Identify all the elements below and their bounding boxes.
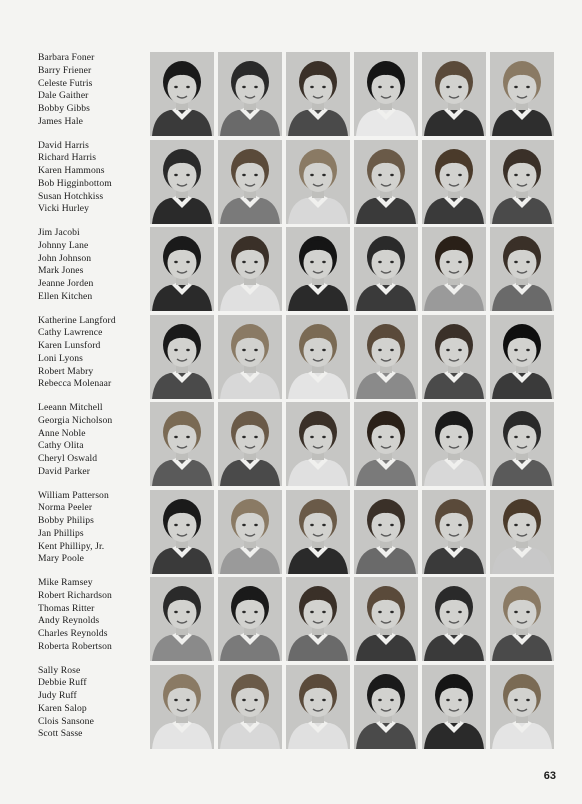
student-name: Jim Jacobi [38, 227, 80, 238]
eye [322, 698, 326, 700]
student-name: Debbie Ruff [38, 677, 87, 689]
student-row [38, 402, 558, 488]
student-name: Mark Jones [38, 265, 84, 277]
page-number: 63 [543, 770, 556, 782]
name-list [38, 665, 148, 742]
portrait-figure [354, 402, 418, 486]
student-portrait [422, 490, 486, 574]
student-portrait [422, 577, 486, 661]
eye [254, 261, 258, 263]
portrait-figure [422, 315, 486, 399]
student-portrait [422, 52, 486, 136]
portrait-figure [286, 402, 350, 486]
portrait-figure [422, 227, 486, 311]
photo-strip [150, 665, 554, 751]
student-name: Jeanne Jorden [38, 278, 94, 290]
eye [254, 86, 258, 88]
eye [378, 261, 382, 263]
student-name: Vicki Hurley [38, 203, 89, 215]
eye [446, 173, 450, 175]
eye [254, 173, 258, 175]
eye [242, 436, 246, 438]
student-portrait [422, 227, 486, 311]
student-portrait [354, 490, 418, 574]
eye [446, 261, 450, 263]
eye [322, 436, 326, 438]
eye [390, 611, 394, 613]
student-name: Judy Ruff [38, 690, 77, 702]
name-list [38, 490, 148, 567]
eye [514, 261, 518, 263]
eye [526, 261, 530, 263]
eye [458, 86, 462, 88]
portrait-figure [218, 665, 282, 749]
student-name: Barbara Foner [38, 52, 95, 63]
eye [390, 698, 394, 700]
student-row [38, 52, 558, 138]
student-portrait [286, 402, 350, 486]
eye [310, 523, 314, 525]
eye [458, 173, 462, 175]
eye [310, 261, 314, 263]
eye [254, 436, 258, 438]
name-list [38, 52, 148, 129]
student-portrait [354, 52, 418, 136]
photo-strip [150, 52, 554, 138]
student-name: Bob Higginbottom [38, 177, 112, 189]
eye [446, 348, 450, 350]
portrait-figure [354, 140, 418, 224]
eye [322, 611, 326, 613]
student-portrait [150, 315, 214, 399]
student-name: Robert Mabry [38, 365, 94, 377]
student-row [38, 665, 558, 751]
portrait-figure [422, 52, 486, 136]
portrait-figure [490, 577, 554, 661]
portrait-figure [218, 315, 282, 399]
student-name: Dale Gaither [38, 90, 89, 102]
eye [390, 436, 394, 438]
eye [186, 523, 190, 525]
eye [310, 86, 314, 88]
eye [514, 173, 518, 175]
student-portrait [354, 227, 418, 311]
eye [514, 698, 518, 700]
eye [322, 523, 326, 525]
student-row [38, 227, 558, 313]
eye [322, 86, 326, 88]
student-name: Karen Lunsford [38, 340, 101, 352]
portrait-figure [490, 140, 554, 224]
student-name: Susan Hotchkiss [38, 190, 104, 202]
name-list [38, 402, 148, 479]
student-portrait [150, 140, 214, 224]
portrait-figure [218, 227, 282, 311]
student-name: Johnny Lane [38, 239, 89, 251]
portrait-figure [422, 490, 486, 574]
student-name: Katherine Langford [38, 314, 116, 326]
student-portrait [218, 665, 282, 749]
portrait-figure [286, 52, 350, 136]
eye [242, 523, 246, 525]
eye [174, 611, 178, 613]
portrait-figure [490, 665, 554, 749]
eye [242, 173, 246, 175]
photo-strip [150, 490, 554, 576]
eye [378, 611, 382, 613]
eye [458, 261, 462, 263]
eye [174, 523, 178, 525]
student-name: James Hale [38, 115, 83, 127]
student-name: Anne Noble [38, 427, 86, 439]
student-name: Norma Peeler [38, 502, 93, 514]
student-row [38, 140, 558, 226]
eye [526, 173, 530, 175]
name-list [38, 140, 148, 217]
student-name: Mike Ramsey [38, 577, 93, 588]
eye [242, 611, 246, 613]
student-name: Clois Sansone [38, 715, 94, 727]
student-name: Kent Phillipy, Jr. [38, 540, 105, 552]
eye [458, 698, 462, 700]
eye [254, 698, 258, 700]
student-portrait [490, 402, 554, 486]
portrait-figure [354, 52, 418, 136]
student-name: Cathy Olita [38, 440, 84, 452]
portrait-figure [490, 490, 554, 574]
student-portrait [150, 490, 214, 574]
student-name: Roberta Robertson [38, 640, 112, 652]
portrait-figure [490, 52, 554, 136]
portrait-figure [150, 140, 214, 224]
student-portrait [354, 665, 418, 749]
student-portrait [150, 402, 214, 486]
eye [186, 173, 190, 175]
student-portrait [218, 402, 282, 486]
student-name: Robert Richardson [38, 589, 112, 601]
eye [526, 436, 530, 438]
eye [378, 698, 382, 700]
eye [310, 436, 314, 438]
portrait-figure [150, 665, 214, 749]
student-portrait [218, 140, 282, 224]
eye [174, 698, 178, 700]
eye [186, 86, 190, 88]
eye [254, 523, 258, 525]
eye [242, 86, 246, 88]
eye [322, 348, 326, 350]
student-name: Mary Poole [38, 553, 85, 565]
portrait-figure [150, 577, 214, 661]
eye [446, 523, 450, 525]
portrait-figure [422, 140, 486, 224]
student-name: Bobby Gibbs [38, 103, 91, 115]
portrait-figure [422, 665, 486, 749]
student-name: Rebecca Molenaar [38, 378, 112, 390]
student-portrait [490, 665, 554, 749]
portrait-figure [490, 315, 554, 399]
photo-strip [150, 402, 554, 488]
eye [254, 348, 258, 350]
name-list [38, 315, 148, 392]
eye [514, 611, 518, 613]
eye [526, 348, 530, 350]
portrait-figure [354, 665, 418, 749]
portrait-figure [150, 490, 214, 574]
name-list [38, 227, 148, 304]
student-name: Charles Reynolds [38, 628, 108, 640]
student-name: Loni Lyons [38, 352, 83, 364]
eye [446, 698, 450, 700]
eye [458, 611, 462, 613]
eye [390, 348, 394, 350]
eye [514, 436, 518, 438]
portrait-figure [286, 140, 350, 224]
student-row [38, 315, 558, 401]
eye [446, 436, 450, 438]
student-row [38, 490, 558, 576]
student-portrait [490, 52, 554, 136]
eye [378, 436, 382, 438]
student-portrait [490, 315, 554, 399]
eye [390, 261, 394, 263]
student-portrait [218, 577, 282, 661]
portrait-figure [354, 577, 418, 661]
eye [242, 698, 246, 700]
portrait-figure [150, 227, 214, 311]
eye [526, 523, 530, 525]
eye [526, 611, 530, 613]
student-name: Ellen Kitchen [38, 290, 93, 302]
student-portrait [490, 577, 554, 661]
student-portrait [286, 140, 350, 224]
student-portrait [354, 402, 418, 486]
student-portrait [490, 140, 554, 224]
eye [186, 261, 190, 263]
portrait-figure [354, 490, 418, 574]
student-portrait [150, 52, 214, 136]
student-name: Thomas Ritter [38, 602, 95, 614]
portrait-figure [218, 140, 282, 224]
eye [378, 173, 382, 175]
student-name: Sally Rose [38, 664, 81, 676]
portrait-figure [218, 52, 282, 136]
eye [446, 86, 450, 88]
student-portrait [354, 315, 418, 399]
eye [378, 348, 382, 350]
portrait-figure [286, 577, 350, 661]
eye [322, 173, 326, 175]
photo-strip [150, 315, 554, 401]
student-name: Cheryl Oswald [38, 453, 98, 465]
student-portrait [286, 665, 350, 749]
student-portrait [286, 227, 350, 311]
student-portrait [354, 140, 418, 224]
eye [254, 611, 258, 613]
eye [458, 436, 462, 438]
eye [186, 348, 190, 350]
portrait-figure [286, 315, 350, 399]
eye [390, 523, 394, 525]
eye [310, 173, 314, 175]
name-list [38, 577, 148, 654]
student-portrait [354, 577, 418, 661]
student-portrait [422, 665, 486, 749]
eye [186, 611, 190, 613]
portrait-figure [218, 577, 282, 661]
student-portrait [150, 577, 214, 661]
student-name: Karen Hammons [38, 165, 105, 177]
eye [514, 523, 518, 525]
student-portrait [422, 140, 486, 224]
student-portrait [490, 490, 554, 574]
portrait-figure [218, 490, 282, 574]
eye [310, 348, 314, 350]
portrait-figure [490, 402, 554, 486]
eye [310, 611, 314, 613]
eye [242, 348, 246, 350]
portrait-figure [286, 490, 350, 574]
eye [378, 523, 382, 525]
student-portrait [218, 490, 282, 574]
eye [174, 173, 178, 175]
student-portrait [286, 52, 350, 136]
eye [186, 698, 190, 700]
eye [458, 523, 462, 525]
student-name: Jan Phillips [38, 527, 84, 539]
portrait-figure [150, 315, 214, 399]
eye [174, 436, 178, 438]
student-name: David Parker [38, 465, 91, 477]
portrait-figure [422, 402, 486, 486]
eye [446, 611, 450, 613]
eye [242, 261, 246, 263]
student-portrait [286, 490, 350, 574]
portrait-figure [422, 577, 486, 661]
portrait-figure [286, 665, 350, 749]
eye [390, 86, 394, 88]
portrait-figure [354, 315, 418, 399]
eye [514, 86, 518, 88]
portrait-figure [490, 227, 554, 311]
portrait-figure [286, 227, 350, 311]
photo-strip [150, 577, 554, 663]
student-portrait [218, 52, 282, 136]
eye [186, 436, 190, 438]
eye [174, 261, 178, 263]
portrait-figure [218, 402, 282, 486]
student-name: Cathy Lawrence [38, 327, 103, 339]
eye [526, 698, 530, 700]
portrait-figure [150, 402, 214, 486]
student-name: David Harris [38, 139, 90, 151]
student-name: Leeann Mitchell [38, 402, 103, 413]
eye [174, 348, 178, 350]
eye [378, 86, 382, 88]
student-name: Scott Sasse [38, 728, 83, 740]
eye [310, 698, 314, 700]
eye [526, 86, 530, 88]
student-name: Andy Reynolds [38, 615, 100, 627]
student-name: Bobby Philips [38, 515, 94, 527]
student-portrait [150, 227, 214, 311]
student-name: Georgia Nicholson [38, 414, 113, 426]
photo-strip [150, 227, 554, 313]
student-portrait [490, 227, 554, 311]
student-portrait [422, 402, 486, 486]
student-name: Richard Harris [38, 152, 97, 164]
student-portrait [218, 227, 282, 311]
portrait-figure [354, 227, 418, 311]
student-portrait [422, 315, 486, 399]
student-portrait [286, 577, 350, 661]
student-row [38, 577, 558, 663]
eye [174, 86, 178, 88]
eye [514, 348, 518, 350]
student-name: Karen Salop [38, 702, 87, 714]
photo-strip [150, 140, 554, 226]
student-portrait [218, 315, 282, 399]
eye [458, 348, 462, 350]
student-name: Celeste Futris [38, 77, 93, 89]
student-portrait [286, 315, 350, 399]
eye [322, 261, 326, 263]
student-portrait [150, 665, 214, 749]
eye [390, 173, 394, 175]
student-name: William Patterson [38, 489, 109, 501]
portrait-figure [150, 52, 214, 136]
student-name: Barry Friener [38, 64, 92, 76]
student-name: John Johnson [38, 252, 92, 264]
